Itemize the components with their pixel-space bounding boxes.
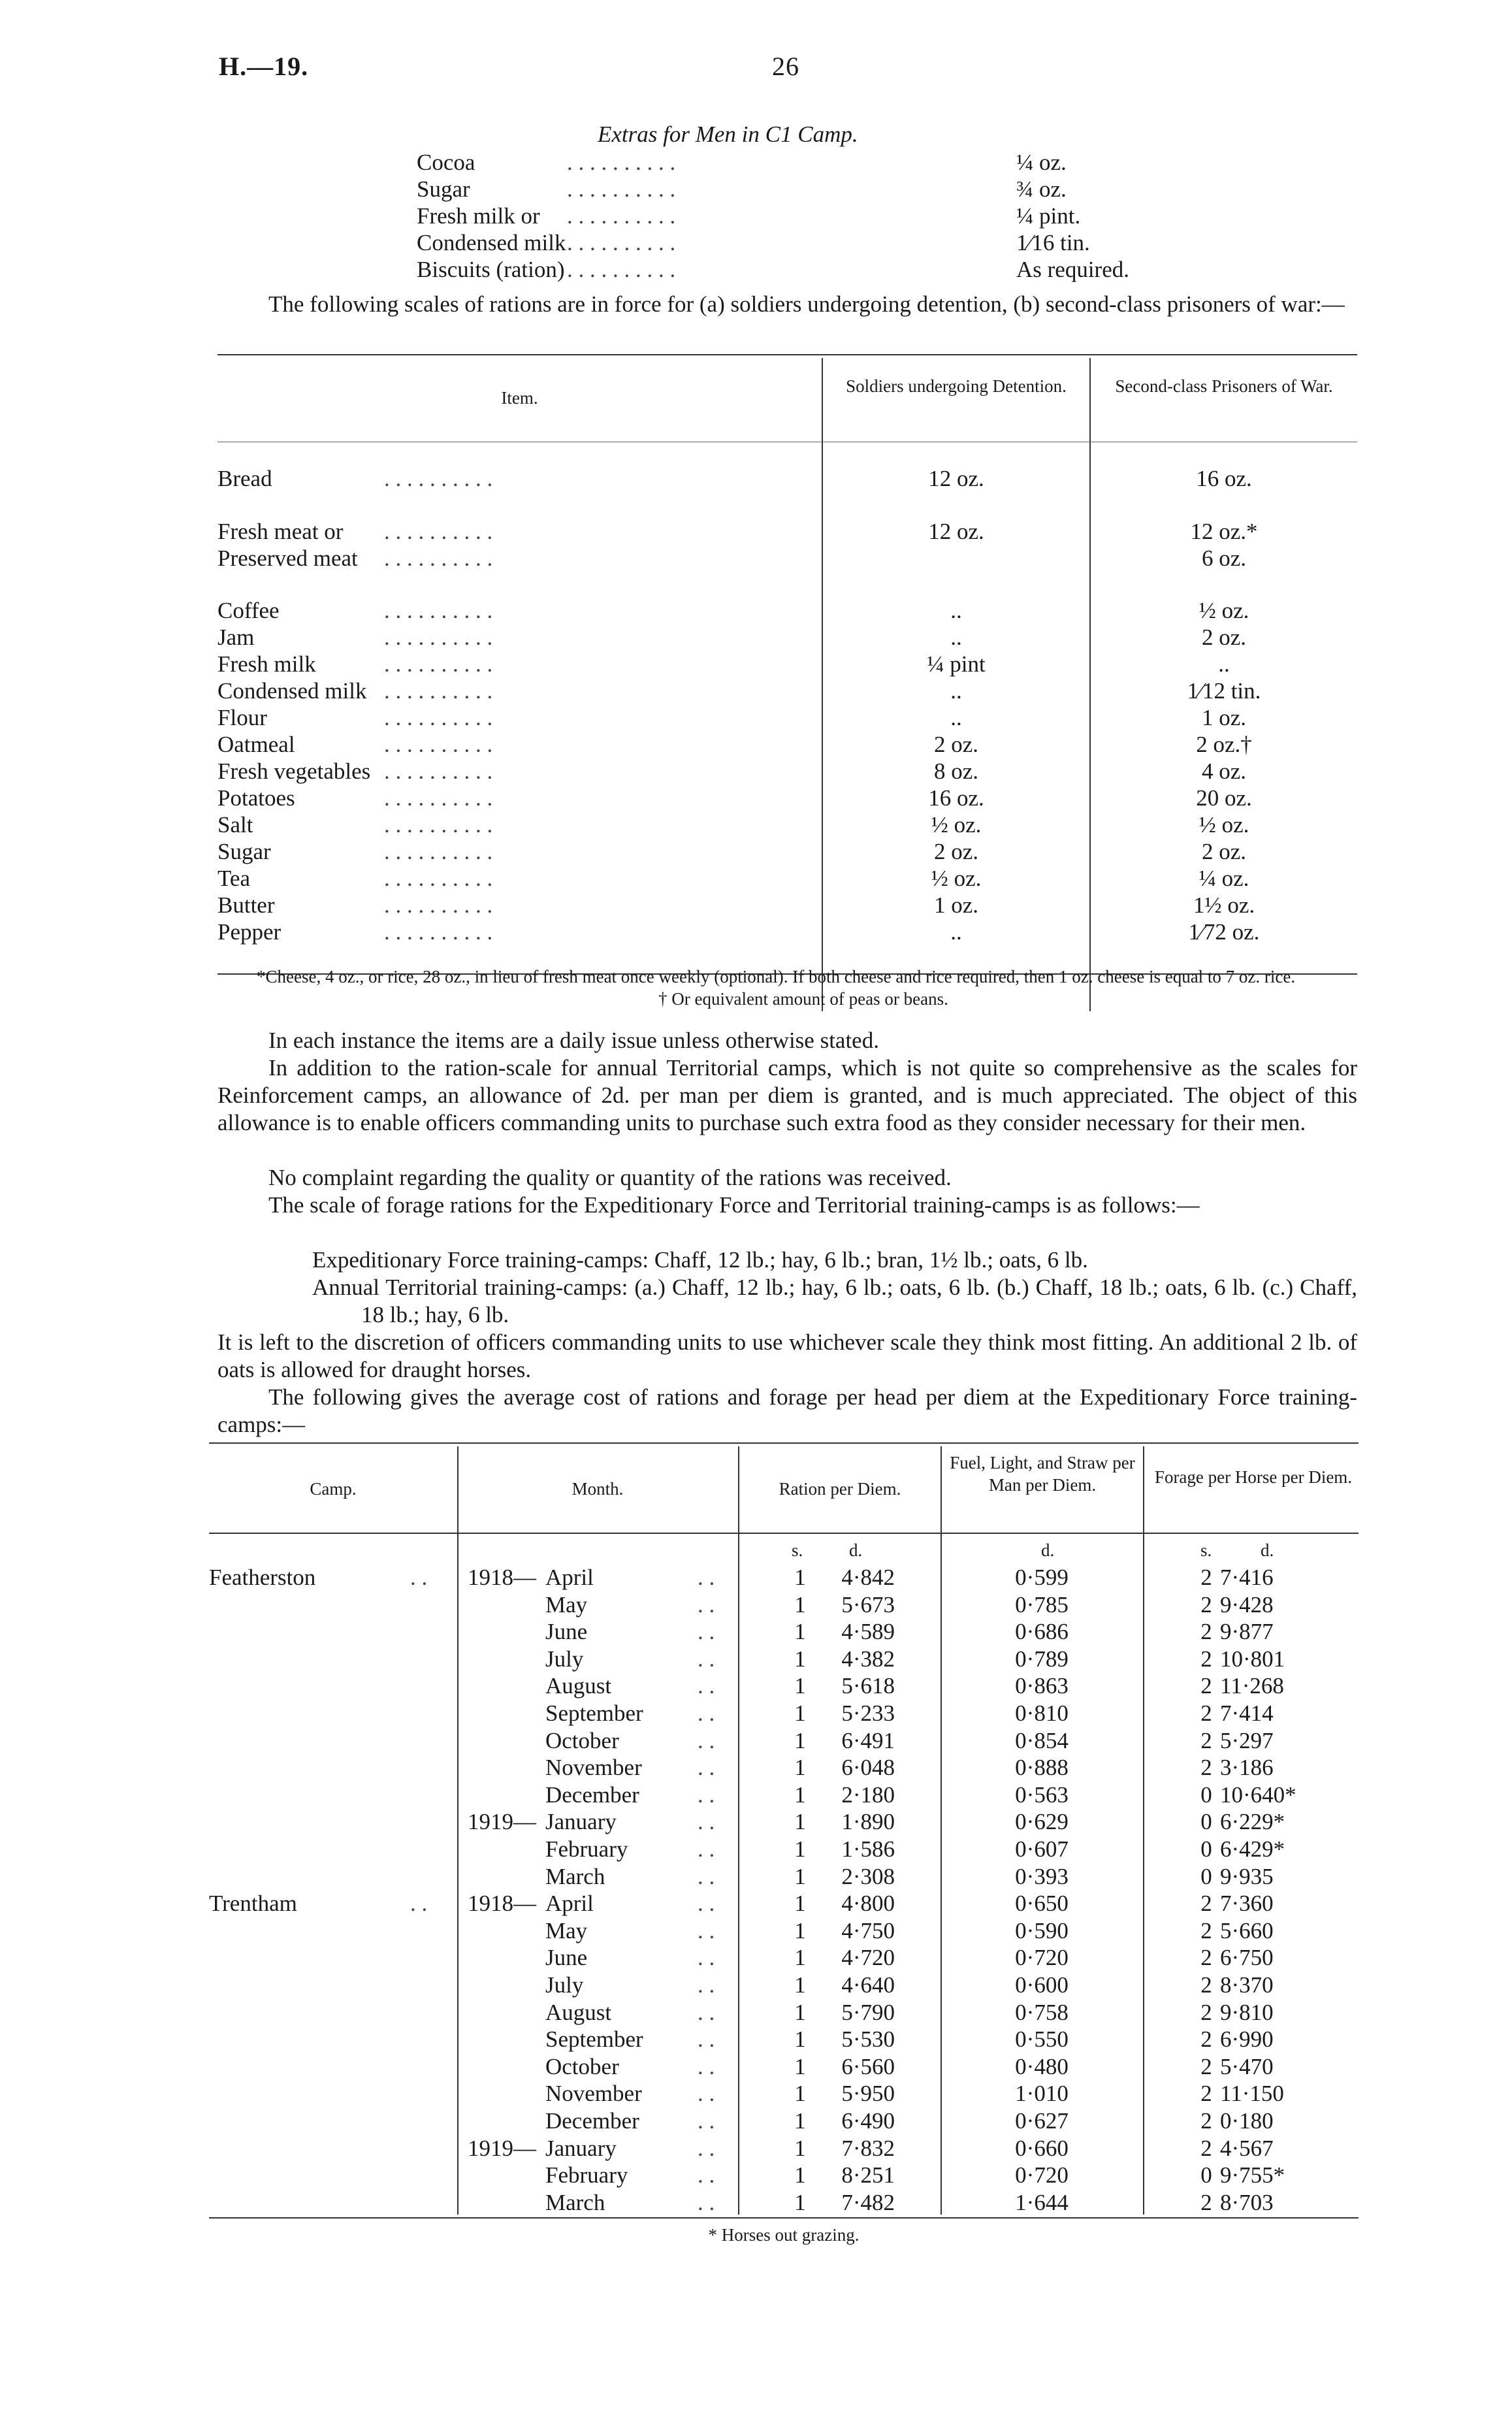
ration-pow-value: 2 oz. bbox=[1201, 839, 1247, 864]
ration-pence: 4·750 bbox=[841, 1918, 895, 1943]
leader-dots: . . . . . . . . . . bbox=[384, 545, 493, 571]
forage-shillings: 2 bbox=[1200, 2190, 1212, 2215]
leader-dots: . . . . . . . . . . bbox=[384, 812, 493, 837]
forage-pence: 3·186 bbox=[1220, 1755, 1274, 1780]
ration-shillings: 1 bbox=[794, 2000, 806, 2025]
month-label: October bbox=[545, 2054, 619, 2079]
ration-pence: 5·790 bbox=[841, 2000, 895, 2025]
leader-dots: . . bbox=[698, 1972, 715, 1998]
forage-shillings: 2 bbox=[1200, 1728, 1212, 1753]
forage-shillings: 2 bbox=[1200, 1755, 1212, 1780]
forage-pence: 0·180 bbox=[1220, 2108, 1274, 2134]
ration-item-name: Butter bbox=[217, 892, 275, 918]
leader-dots: . . bbox=[698, 2190, 715, 2215]
forage-shillings: 0 bbox=[1200, 1836, 1212, 1862]
ration-detention-value: 1 oz. bbox=[933, 892, 979, 918]
ration-pence: 2·180 bbox=[841, 1782, 895, 1808]
ration-pow-value: 16 oz. bbox=[1196, 466, 1252, 491]
month-label: December bbox=[545, 2108, 639, 2134]
forage-shillings: 0 bbox=[1200, 1782, 1212, 1808]
ration-pence: 7·482 bbox=[841, 2190, 895, 2215]
ration-pence: 4·720 bbox=[841, 1945, 895, 1970]
month-label: August bbox=[545, 2000, 612, 2025]
ration-pence: 5·233 bbox=[841, 1700, 895, 1726]
ration-shillings: 1 bbox=[794, 2190, 806, 2215]
leader-dots: . . bbox=[698, 1728, 715, 1753]
ration-pence: 5·618 bbox=[841, 1673, 895, 1699]
fuel-pence: 0·660 bbox=[1015, 2136, 1069, 2161]
month-label: November bbox=[545, 1755, 642, 1780]
ration-shillings: 1 bbox=[794, 1864, 806, 1889]
fuel-pence: 0·480 bbox=[1015, 2054, 1069, 2079]
ration-item-name: Bread bbox=[217, 466, 272, 491]
leader-dots: . . bbox=[698, 1782, 715, 1808]
ration-pence: 1·586 bbox=[841, 1836, 895, 1862]
extras-item-qty: ¼ pint. bbox=[1016, 203, 1081, 229]
forage-pence: 10·801 bbox=[1220, 1646, 1285, 1672]
forage-shillings: 2 bbox=[1200, 1565, 1212, 1590]
ration-item-name: Salt bbox=[217, 812, 253, 837]
ration-pow-value: 1⁄72 oz. bbox=[1188, 919, 1260, 945]
ration-shillings: 1 bbox=[794, 2162, 806, 2188]
intro-scales: The following scales of rations are in force for (a) soldiers undergoing detention, (b) second-class prisoners of war:— bbox=[268, 291, 1345, 317]
forage-pence: 9·810 bbox=[1220, 2000, 1274, 2025]
document-code: H.—19. bbox=[219, 52, 309, 81]
ration-detention-value: 8 oz. bbox=[933, 758, 979, 784]
leader-dots: . . bbox=[698, 2054, 715, 2079]
fuel-pence: 0·785 bbox=[1015, 1592, 1069, 1618]
fuel-pence: 0·600 bbox=[1015, 1972, 1069, 1998]
fuel-pence: 0·810 bbox=[1015, 1700, 1069, 1726]
ration-pence: 6·491 bbox=[841, 1728, 895, 1753]
ration-detention-value: 12 oz. bbox=[928, 519, 984, 544]
forage-pence: 6·750 bbox=[1220, 1945, 1274, 1970]
ration-pence: 1·890 bbox=[841, 1809, 895, 1834]
fuel-pence: 0·854 bbox=[1015, 1728, 1069, 1753]
ration-pow-value: ½ oz. bbox=[1198, 812, 1249, 837]
forage-pence: 7·416 bbox=[1220, 1565, 1274, 1590]
month-label: July bbox=[545, 1972, 584, 1998]
cost-footnote: * Horses out grazing. bbox=[708, 2225, 860, 2245]
fuel-pence: 0·789 bbox=[1015, 1646, 1069, 1672]
ration-pow-value: .. bbox=[1218, 651, 1230, 677]
forage-pence: 8·703 bbox=[1220, 2190, 1274, 2215]
month-label: May bbox=[545, 1592, 588, 1618]
leader-dots: . . bbox=[410, 1565, 428, 1590]
leader-dots: . . bbox=[698, 1700, 715, 1726]
ration-item-name: Fresh milk bbox=[217, 651, 316, 677]
ration-shillings: 1 bbox=[794, 1782, 806, 1808]
leader-dots: . . . . . . . . . . bbox=[567, 257, 676, 282]
forage-pence: 9·428 bbox=[1220, 1592, 1274, 1618]
unit-ration-d: d. bbox=[849, 1540, 863, 1560]
month-label: March bbox=[545, 1864, 605, 1889]
month-label: August bbox=[545, 1673, 612, 1699]
leader-dots: . . bbox=[410, 1891, 428, 1916]
ration-pence: 8·251 bbox=[841, 2162, 895, 2188]
leader-dots: . . bbox=[698, 2136, 715, 2161]
ration-shillings: 1 bbox=[794, 2026, 806, 2052]
fuel-pence: 0·650 bbox=[1015, 1891, 1069, 1916]
year-label: 1919— bbox=[468, 2136, 536, 2161]
leader-dots: . . bbox=[698, 2026, 715, 2052]
forage-shillings: 2 bbox=[1200, 1972, 1212, 1998]
unit-forage-d: d. bbox=[1261, 1540, 1274, 1560]
forage-shillings: 2 bbox=[1200, 2026, 1212, 2052]
leader-dots: . . bbox=[698, 1809, 715, 1834]
ration-item-name: Pepper bbox=[217, 919, 281, 945]
ration-pence: 7·832 bbox=[841, 2136, 895, 2161]
ration-pow-value: 1⁄12 tin. bbox=[1187, 678, 1261, 704]
month-label: July bbox=[545, 1646, 584, 1672]
leader-dots: . . bbox=[698, 1646, 715, 1672]
ration-item-name: Preserved meat bbox=[217, 545, 358, 571]
ration-item-name: Condensed milk bbox=[217, 678, 367, 704]
leader-dots: . . . . . . . . . . bbox=[384, 625, 493, 650]
camp-name: Featherston bbox=[209, 1565, 316, 1590]
fuel-pence: 0·720 bbox=[1015, 2162, 1069, 2188]
extras-item-qty: ¾ oz. bbox=[1016, 176, 1067, 202]
month-label: September bbox=[545, 1700, 643, 1726]
leader-dots: . . bbox=[698, 1864, 715, 1889]
ration-pow-value: ½ oz. bbox=[1198, 598, 1249, 623]
ration-shillings: 1 bbox=[794, 1809, 806, 1834]
extras-item-qty: As required. bbox=[1016, 257, 1130, 282]
extras-item-name: Biscuits (ration) bbox=[417, 257, 565, 282]
forage-shillings: 2 bbox=[1200, 1700, 1212, 1726]
leader-dots: . . . . . . . . . . bbox=[384, 519, 493, 544]
extras-item-qty: 1⁄16 tin. bbox=[1016, 230, 1090, 255]
forage-shillings: 2 bbox=[1200, 2054, 1212, 2079]
ration-pow-value: 4 oz. bbox=[1201, 758, 1247, 784]
forage-shillings: 2 bbox=[1200, 1646, 1212, 1672]
forage-pence: 6·229* bbox=[1220, 1809, 1285, 1834]
paragraph-3: No complaint regarding the quality or quantity of the rations was received. bbox=[268, 1165, 952, 1190]
ration-pence: 5·530 bbox=[841, 2026, 895, 2052]
leader-dots: . . . . . . . . . . bbox=[384, 466, 493, 491]
forage-shillings: 2 bbox=[1200, 2108, 1212, 2134]
cost-header-forage: Forage per Horse per Diem. bbox=[1154, 1467, 1353, 1487]
page-number: 26 bbox=[772, 52, 799, 81]
leader-dots: . . bbox=[698, 1891, 715, 1916]
ration-pence: 5·673 bbox=[841, 1592, 895, 1618]
ration-item-name: Flour bbox=[217, 705, 267, 730]
ration-shillings: 1 bbox=[794, 1918, 806, 1943]
month-label: April bbox=[545, 1891, 594, 1916]
fuel-pence: 0·563 bbox=[1015, 1782, 1069, 1808]
ration-detention-value: 2 oz. bbox=[933, 732, 979, 757]
leader-dots: . . bbox=[698, 2108, 715, 2134]
ration-detention-value: ½ oz. bbox=[931, 866, 982, 891]
forage-pence: 11·150 bbox=[1220, 2081, 1284, 2106]
ration-shillings: 1 bbox=[794, 1646, 806, 1672]
forage-pence: 8·370 bbox=[1220, 1972, 1274, 1998]
ration-detention-value: ¼ pint bbox=[927, 651, 986, 677]
unit-ration-s: s. bbox=[792, 1540, 803, 1560]
fuel-pence: 0·550 bbox=[1015, 2026, 1069, 2052]
ration-shillings: 1 bbox=[794, 1836, 806, 1862]
leader-dots: . . . . . . . . . . bbox=[384, 892, 493, 918]
ration-header-detention: Soldiers undergoing Detention. bbox=[846, 376, 1067, 396]
ration-pow-value: 20 oz. bbox=[1196, 785, 1252, 811]
ration-footnote-1: *Cheese, 4 oz., or rice, 28 oz., in lieu of fresh meat once weekly (optional). If both cheese and rice required, then 1 oz. cheese is equal to 7 oz. rice. bbox=[257, 967, 1296, 986]
forage-pence: 7·360 bbox=[1220, 1891, 1274, 1916]
ration-detention-value: 2 oz. bbox=[933, 839, 979, 864]
cost-header-ration: Ration per Diem. bbox=[779, 1479, 901, 1499]
forage-pence: 7·414 bbox=[1220, 1700, 1274, 1726]
ration-pence: 4·640 bbox=[841, 1972, 895, 1998]
paragraph-4: The scale of forage rations for the Expeditionary Force and Territorial training-camps is as follows:— bbox=[268, 1192, 1200, 1218]
leader-dots: . . . . . . . . . . bbox=[384, 678, 493, 704]
leader-dots: . . bbox=[698, 2162, 715, 2188]
month-label: June bbox=[545, 1945, 588, 1970]
extras-item-name: Sugar bbox=[417, 176, 470, 202]
fuel-pence: 0·720 bbox=[1015, 1945, 1069, 1970]
ration-detention-value: .. bbox=[950, 919, 962, 945]
ration-shillings: 1 bbox=[794, 2108, 806, 2134]
year-label: 1918— bbox=[468, 1565, 536, 1590]
month-label: October bbox=[545, 1728, 619, 1753]
forage-shillings: 2 bbox=[1200, 2136, 1212, 2161]
forage-shillings: 2 bbox=[1200, 1918, 1212, 1943]
month-label: April bbox=[545, 1565, 594, 1590]
forage-pence: 6·429* bbox=[1220, 1836, 1285, 1862]
forage-shillings: 2 bbox=[1200, 1619, 1212, 1644]
ration-shillings: 1 bbox=[794, 1728, 806, 1753]
fuel-pence: 0·863 bbox=[1015, 1673, 1069, 1699]
month-label: May bbox=[545, 1918, 588, 1943]
ration-pow-value: 1½ oz. bbox=[1193, 892, 1255, 918]
paragraph-6: Annual Territorial training-camps: (a.) Chaff, 12 lb.; hay, 6 lb.; oats, 6 lb. (b.) Chaff, 18 lb.; oats, 6 lb. (c.) Chaff, 18 lb.; hay, 6 lb. bbox=[312, 1275, 1357, 1327]
ration-shillings: 1 bbox=[794, 2081, 806, 2106]
ration-shillings: 1 bbox=[794, 1972, 806, 1998]
month-label: June bbox=[545, 1619, 588, 1644]
forage-pence: 5·297 bbox=[1220, 1728, 1274, 1753]
leader-dots: . . . . . . . . . . bbox=[567, 176, 676, 202]
ration-pence: 2·308 bbox=[841, 1864, 895, 1889]
ration-shillings: 1 bbox=[794, 1619, 806, 1644]
paragraph-1: In each instance the items are a daily issue unless otherwise stated. bbox=[268, 1028, 879, 1053]
ration-detention-value: 12 oz. bbox=[928, 466, 984, 491]
year-label: 1919— bbox=[468, 1809, 536, 1834]
ration-pow-value: 1 oz. bbox=[1201, 705, 1247, 730]
leader-dots: . . bbox=[698, 1918, 715, 1943]
ration-pence: 4·842 bbox=[841, 1565, 895, 1590]
ration-pence: 6·490 bbox=[841, 2108, 895, 2134]
ration-header-pow: Second-class Prisoners of War. bbox=[1115, 376, 1333, 396]
leader-dots: . . . . . . . . . . bbox=[384, 758, 493, 784]
fuel-pence: 0·888 bbox=[1015, 1755, 1069, 1780]
leader-dots: . . bbox=[698, 1592, 715, 1618]
ration-shillings: 1 bbox=[794, 1700, 806, 1726]
extras-item-name: Condensed milk bbox=[417, 230, 566, 255]
cost-header-month: Month. bbox=[571, 1479, 624, 1499]
ration-shillings: 1 bbox=[794, 2136, 806, 2161]
month-label: January bbox=[545, 2136, 617, 2161]
leader-dots: . . . . . . . . . . bbox=[384, 785, 493, 811]
fuel-pence: 1·010 bbox=[1015, 2081, 1069, 2106]
month-label: February bbox=[545, 1836, 628, 1862]
forage-shillings: 2 bbox=[1200, 1592, 1212, 1618]
ration-pow-value: 2 oz. bbox=[1201, 625, 1247, 650]
forage-pence: 10·640* bbox=[1220, 1782, 1296, 1808]
extras-item-name: Fresh milk or bbox=[417, 203, 540, 229]
ration-shillings: 1 bbox=[794, 1945, 806, 1970]
ration-pence: 4·800 bbox=[841, 1891, 895, 1916]
forage-shillings: 2 bbox=[1200, 2081, 1212, 2106]
ration-item-name: Tea bbox=[217, 866, 251, 891]
forage-pence: 5·660 bbox=[1220, 1918, 1274, 1943]
ration-item-name: Sugar bbox=[217, 839, 271, 864]
ration-detention-value: 16 oz. bbox=[928, 785, 984, 811]
ration-shillings: 1 bbox=[794, 1673, 806, 1699]
ration-detention-value: .. bbox=[950, 625, 962, 650]
leader-dots: . . . . . . . . . . bbox=[384, 705, 493, 730]
ration-pence: 6·560 bbox=[841, 2054, 895, 2079]
leader-dots: . . . . . . . . . . bbox=[567, 203, 676, 229]
forage-pence: 4·567 bbox=[1220, 2136, 1274, 2161]
leader-dots: . . bbox=[698, 1755, 715, 1780]
ration-pence: 5·950 bbox=[841, 2081, 895, 2106]
leader-dots: . . bbox=[698, 1836, 715, 1862]
forage-pence: 9·935 bbox=[1220, 1864, 1274, 1889]
fuel-pence: 0·627 bbox=[1015, 2108, 1069, 2134]
fuel-pence: 0·607 bbox=[1015, 1836, 1069, 1862]
forage-pence: 11·268 bbox=[1220, 1673, 1284, 1699]
ration-pence: 4·382 bbox=[841, 1646, 895, 1672]
leader-dots: . . . . . . . . . . bbox=[567, 150, 676, 175]
forage-shillings: 0 bbox=[1200, 1864, 1212, 1889]
paragraph-8: The following gives the average cost of rations and forage per head per diem at the Expeditionary Force training-camps:— bbox=[217, 1384, 1357, 1437]
month-label: September bbox=[545, 2026, 643, 2052]
leader-dots: . . . . . . . . . . bbox=[567, 230, 676, 255]
cost-header-camp: Camp. bbox=[310, 1479, 357, 1499]
month-label: January bbox=[545, 1809, 617, 1834]
leader-dots: . . bbox=[698, 1673, 715, 1699]
ration-header-item: Item. bbox=[501, 388, 538, 408]
ration-item-name: Potatoes bbox=[217, 785, 295, 811]
ration-shillings: 1 bbox=[794, 1891, 806, 1916]
forage-shillings: 2 bbox=[1200, 1945, 1212, 1970]
leader-dots: . . . . . . . . . . bbox=[384, 919, 493, 945]
ration-shillings: 1 bbox=[794, 2054, 806, 2079]
fuel-pence: 0·629 bbox=[1015, 1809, 1069, 1834]
forage-pence: 9·877 bbox=[1220, 1619, 1274, 1644]
leader-dots: . . . . . . . . . . bbox=[384, 732, 493, 757]
paragraph-2: In addition to the ration-scale for annual Territorial camps, which is not quite so comprehensive as the scales for Reinforcement camps, an allowance of 2d. per man per diem is granted, and is much appreciated. The object of this allowance is to enable officers commanding units to purchase such extra food as they consider necessary for their men. bbox=[217, 1055, 1357, 1135]
leader-dots: . . . . . . . . . . bbox=[384, 651, 493, 677]
unit-fuel-d: d. bbox=[1041, 1540, 1055, 1560]
ration-detention-value: .. bbox=[950, 705, 962, 730]
unit-forage-s: s. bbox=[1200, 1540, 1212, 1560]
fuel-pence: 1·644 bbox=[1015, 2190, 1069, 2215]
forage-shillings: 2 bbox=[1200, 1673, 1212, 1699]
ration-shillings: 1 bbox=[794, 1565, 806, 1590]
ration-pow-value: ¼ oz. bbox=[1198, 866, 1249, 891]
leader-dots: . . bbox=[698, 1945, 715, 1970]
leader-dots: . . . . . . . . . . bbox=[384, 866, 493, 891]
ration-item-name: Oatmeal bbox=[217, 732, 295, 757]
ration-footnote-2: † Or equivalent amount of peas or beans. bbox=[658, 989, 948, 1009]
ration-detention-value: .. bbox=[950, 598, 962, 623]
ration-item-name: Fresh vegetables bbox=[217, 758, 371, 784]
fuel-pence: 0·758 bbox=[1015, 2000, 1069, 2025]
ration-shillings: 1 bbox=[794, 1755, 806, 1780]
extras-title: Extras for Men in C1 Camp. bbox=[598, 122, 858, 147]
forage-shillings: 0 bbox=[1200, 1809, 1212, 1834]
fuel-pence: 0·590 bbox=[1015, 1918, 1069, 1943]
ration-detention-value: ½ oz. bbox=[931, 812, 982, 837]
fuel-pence: 0·393 bbox=[1015, 1864, 1069, 1889]
leader-dots: . . bbox=[698, 2081, 715, 2106]
ration-item-name: Fresh meat or bbox=[217, 519, 344, 544]
extras-item-name: Cocoa bbox=[417, 150, 475, 175]
paragraph-7: It is left to the discretion of officers commanding units to use whichever scale they think most fitting. An additional 2 lb. of oats is allowed for draught horses. bbox=[217, 1329, 1357, 1382]
ration-pow-value: 12 oz.* bbox=[1190, 519, 1258, 544]
paragraph-5: Expeditionary Force training-camps: Chaff, 12 lb.; hay, 6 lb.; bran, 1½ lb.; oats, 6 lb. bbox=[312, 1247, 1088, 1273]
ration-item-name: Jam bbox=[217, 625, 255, 650]
forage-shillings: 2 bbox=[1200, 2000, 1212, 2025]
fuel-pence: 0·686 bbox=[1015, 1619, 1069, 1644]
forage-shillings: 0 bbox=[1200, 2162, 1212, 2188]
leader-dots: . . . . . . . . . . bbox=[384, 839, 493, 864]
fuel-pence: 0·599 bbox=[1015, 1565, 1069, 1590]
month-label: March bbox=[545, 2190, 605, 2215]
forage-pence: 9·755* bbox=[1220, 2162, 1285, 2188]
year-label: 1918— bbox=[468, 1891, 536, 1916]
month-label: November bbox=[545, 2081, 642, 2106]
forage-shillings: 2 bbox=[1200, 1891, 1212, 1916]
month-label: February bbox=[545, 2162, 628, 2188]
extras-item-qty: ¼ oz. bbox=[1016, 150, 1067, 175]
ration-shillings: 1 bbox=[794, 1592, 806, 1618]
ration-pow-value: 2 oz.† bbox=[1196, 732, 1252, 757]
ration-pence: 6·048 bbox=[841, 1755, 895, 1780]
leader-dots: . . bbox=[698, 1619, 715, 1644]
cost-header-fuel: Fuel, Light, and Straw per Man per Diem. bbox=[950, 1453, 1135, 1495]
ration-pow-value: 6 oz. bbox=[1201, 545, 1247, 571]
ration-pence: 4·589 bbox=[841, 1619, 895, 1644]
forage-pence: 6·990 bbox=[1220, 2026, 1274, 2052]
camp-name: Trentham bbox=[209, 1891, 297, 1916]
forage-pence: 5·470 bbox=[1220, 2054, 1274, 2079]
ration-detention-value: .. bbox=[950, 678, 962, 704]
month-label: December bbox=[545, 1782, 639, 1808]
leader-dots: . . bbox=[698, 2000, 715, 2025]
leader-dots: . . . . . . . . . . bbox=[384, 598, 493, 623]
leader-dots: . . bbox=[698, 1565, 715, 1590]
ration-item-name: Coffee bbox=[217, 598, 280, 623]
